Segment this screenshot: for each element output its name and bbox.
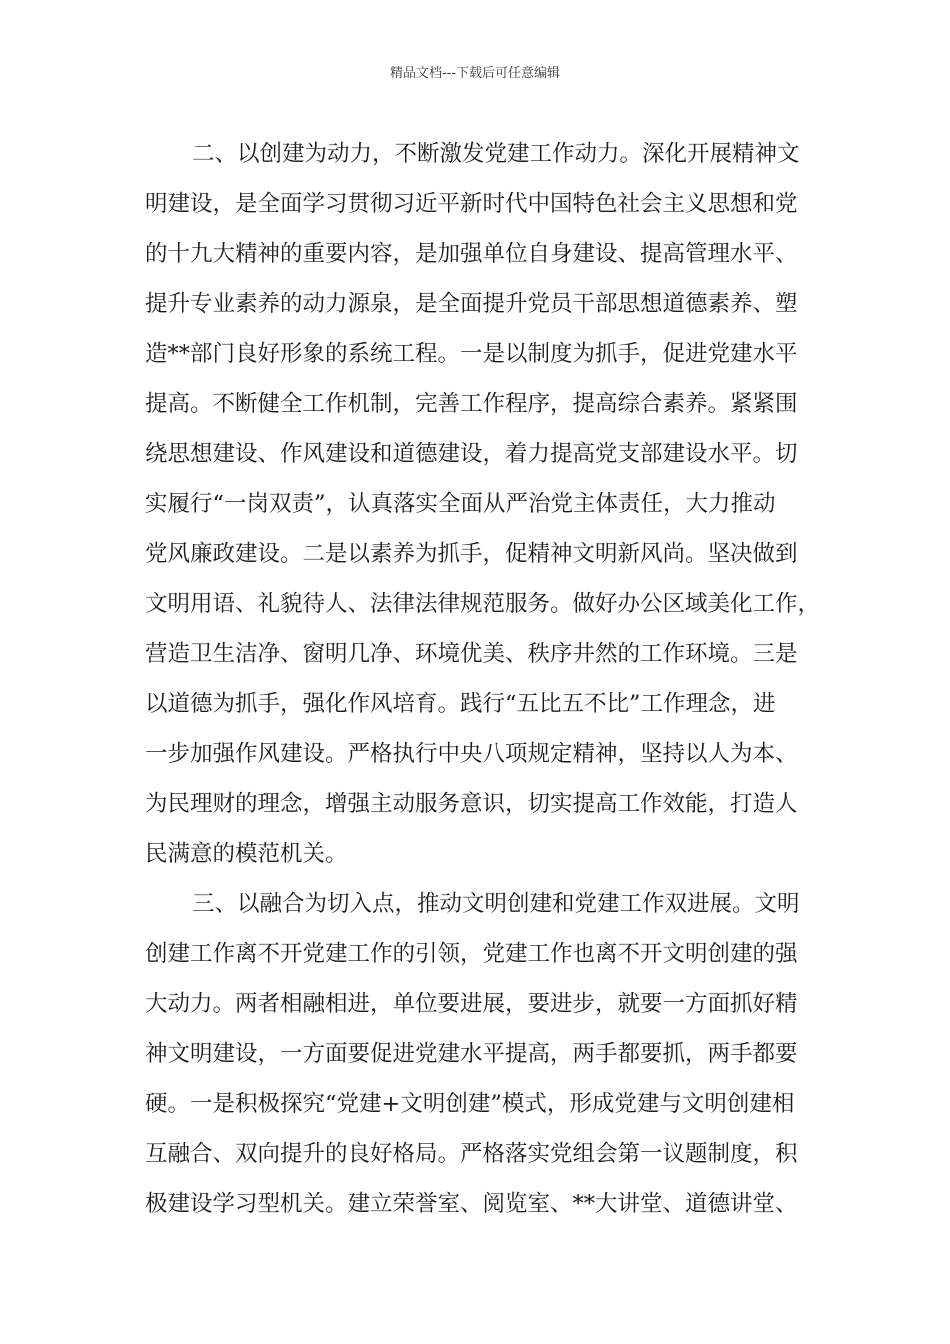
text-line: 民满意的模范机关。 [145, 841, 348, 867]
text-line: 互融合、双向提升的良好格局。严格落实党组会第一议题制度，积 [145, 1141, 798, 1167]
text-line: 造**部门良好形象的系统工程。一是以制度为抓手，促进党建水平 [145, 341, 798, 367]
text-line: 提升专业素养的动力源泉，是全面提升党员干部思想道德素养、塑 [145, 291, 798, 317]
paragraph-3 [145, 884, 825, 1234]
text-line: 创建工作离不开党建工作的引领，党建工作也离不开文明创建的强 [145, 941, 798, 967]
text-line: 文明用语、礼貌待人、法律法律规范服务。做好办公区域美化工作， [145, 591, 821, 617]
document-body [145, 134, 825, 1234]
paragraph-2 [145, 134, 825, 884]
text-line: 绕思想建设、作风建设和道德建设，着力提高党支部建设水平。切 [145, 441, 798, 467]
text-line: 硬。一是积极探究“党建+文明创建”模式，形成党建与文明创建相 [145, 1091, 795, 1117]
text-line: 大动力。两者相融相进，单位要进展，要进步，就要一方面抓好精 [145, 991, 798, 1017]
text-line: 党风廉政建设。二是以素养为抓手，促精神文明新风尚。坚决做到 [145, 541, 798, 567]
text-line: 实履行“一岗双责”，认真落实全面从严治党主体责任，大力推动 [145, 491, 776, 517]
text-line: 以道德为抓手，强化作风培育。践行“五比五不比”工作理念，进 [145, 691, 776, 717]
text-line: 营造卫生洁净、窗明几净、环境优美、秩序井然的工作环境。三是 [145, 641, 798, 667]
text-line: 极建设学习型机关。建立荣誉室、阅览室、**大讲堂、道德讲堂、 [145, 1191, 798, 1217]
text-line: 提高。不断健全工作机制，完善工作程序，提高综合素养。紧紧围 [145, 391, 798, 417]
text-line: 三、以融合为切入点，推动文明创建和党建工作双进展。文明 [192, 891, 800, 917]
text-line: 明建设，是全面学习贯彻习近平新时代中国特色社会主义思想和党 [145, 191, 798, 217]
text-line: 二、以创建为动力，不断激发党建工作动力。深化开展精神文 [192, 141, 800, 167]
text-line: 神文明建设，一方面要促进党建水平提高，两手都要抓，两手都要 [145, 1041, 798, 1067]
text-line: 为民理财的理念，增强主动服务意识，切实提高工作效能，打造人 [145, 791, 798, 817]
text-line: 一步加强作风建设。严格执行中央八项规定精神，坚持以人为本、 [145, 741, 798, 767]
page-header: 精品文档---下载后可任意编辑 [389, 66, 561, 81]
text-line: 的十九大精神的重要内容，是加强单位自身建设、提高管理水平、 [145, 241, 798, 267]
